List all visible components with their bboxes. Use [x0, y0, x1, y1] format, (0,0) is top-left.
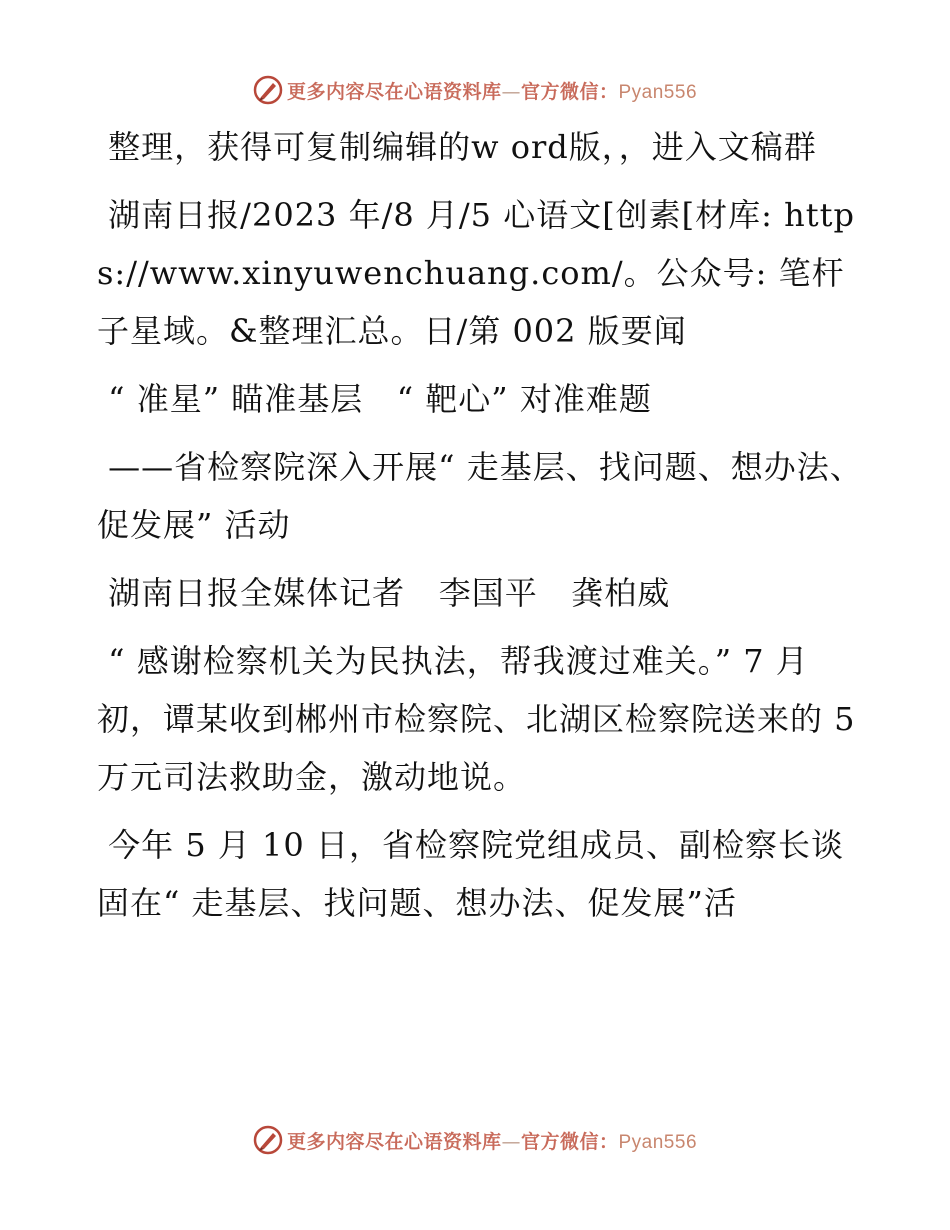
paragraph: 整理，获得可复制编辑的w ord版，，进入文稿群 — [97, 128, 817, 166]
paragraph: “ 感谢检察机关为民执法，帮我渡过难关。” 7 月初，谭某收到郴州市检察院、北湖区检察院送来的 5 万元司法救助金，激动地说。 — [97, 642, 867, 796]
paragraph: 今年 5 月 10 日，省检察院党组成员、副检察长谈固在“ 走基层、找问题、想办法、促发展”活 — [97, 826, 844, 922]
document-body — [97, 118, 867, 942]
banner-dash: — — [501, 80, 521, 103]
article-subtitle: ——省检察院深入开展“ 走基层、找问题、想办法、促发展” 活动 — [97, 448, 863, 544]
banner-wechat-label: 官方微信： — [520, 1130, 619, 1153]
banner-text — [287, 1127, 697, 1154]
header-banner — [0, 70, 950, 110]
banner-wechat-id: Pyan556 — [618, 81, 698, 103]
pen-seal-icon — [253, 1125, 283, 1155]
banner-main-text: 更多内容尽在心语资料库 — [286, 1130, 502, 1153]
banner-main-text: 更多内容尽在心语资料库 — [286, 80, 502, 103]
banner-text — [287, 77, 697, 104]
banner-wechat-label: 官方微信： — [520, 80, 619, 103]
banner-wechat-id: Pyan556 — [618, 1131, 698, 1153]
footer-banner — [0, 1120, 950, 1160]
pen-seal-icon — [253, 75, 283, 105]
article-title: “ 准星” 瞄准基层 “ 靶心” 对准难题 — [97, 380, 652, 418]
article-byline: 湖南日报全媒体记者 李国平 龚柏威 — [97, 574, 671, 612]
banner-dash: — — [501, 1130, 521, 1153]
paragraph: 湖南日报/2023 年/8 月/5 心语文[创素[材库: https://www.xinyuwenchuang.com/。公众号: 笔杆子星域。&整理汇总。日/第 002 版要闻 — [97, 196, 855, 350]
